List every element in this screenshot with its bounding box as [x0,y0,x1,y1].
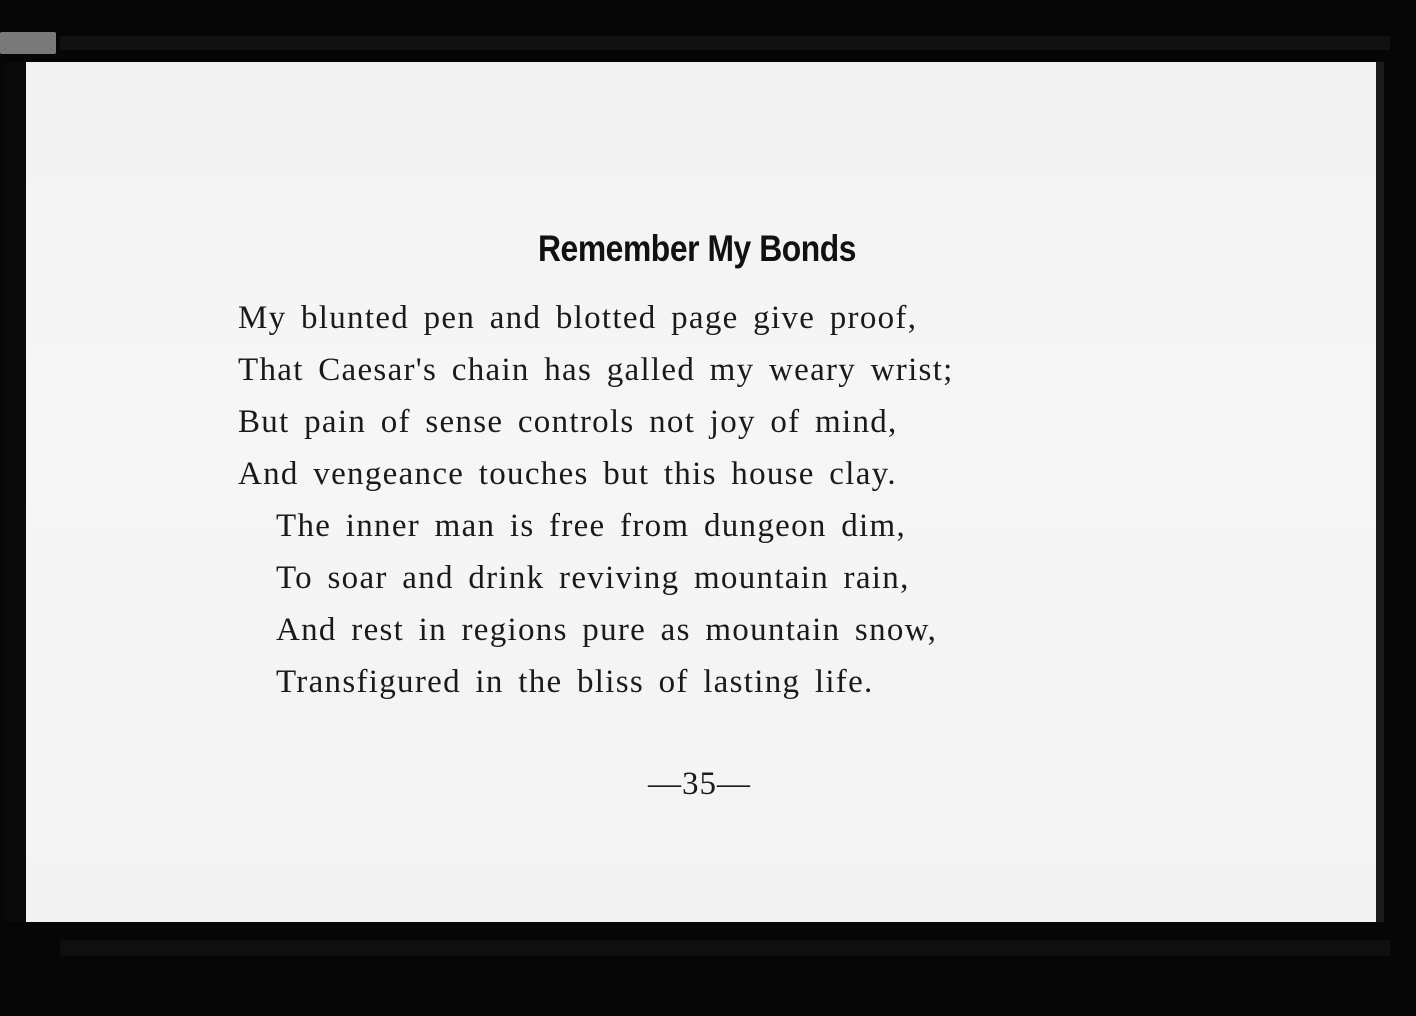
poem-line-8: Transfigured in the bliss of lasting life. [276,664,874,700]
film-edge-top [60,36,1390,50]
poem-line-6: To soar and drink reviving mountain rain, [276,560,910,596]
poem-line-4: And vengeance touches but this house clay. [238,456,897,492]
poem-line-5: The inner man is free from dungeon dim, [276,508,907,544]
poem-line-1: My blunted pen and blotted page give proof, [238,300,918,336]
page-edge [1376,62,1384,922]
poem-line-2: That Caesar's chain has galled my weary wrist; [238,352,954,388]
poem-title: Remember My Bonds [538,228,857,269]
film-corner-mark [0,32,56,54]
film-edge-bottom [60,940,1390,956]
poem-line-7: And rest in regions pure as mountain snow, [276,612,938,648]
page-number: —35— [648,766,751,802]
poem-line-3: But pain of sense controls not joy of mind, [238,404,898,440]
